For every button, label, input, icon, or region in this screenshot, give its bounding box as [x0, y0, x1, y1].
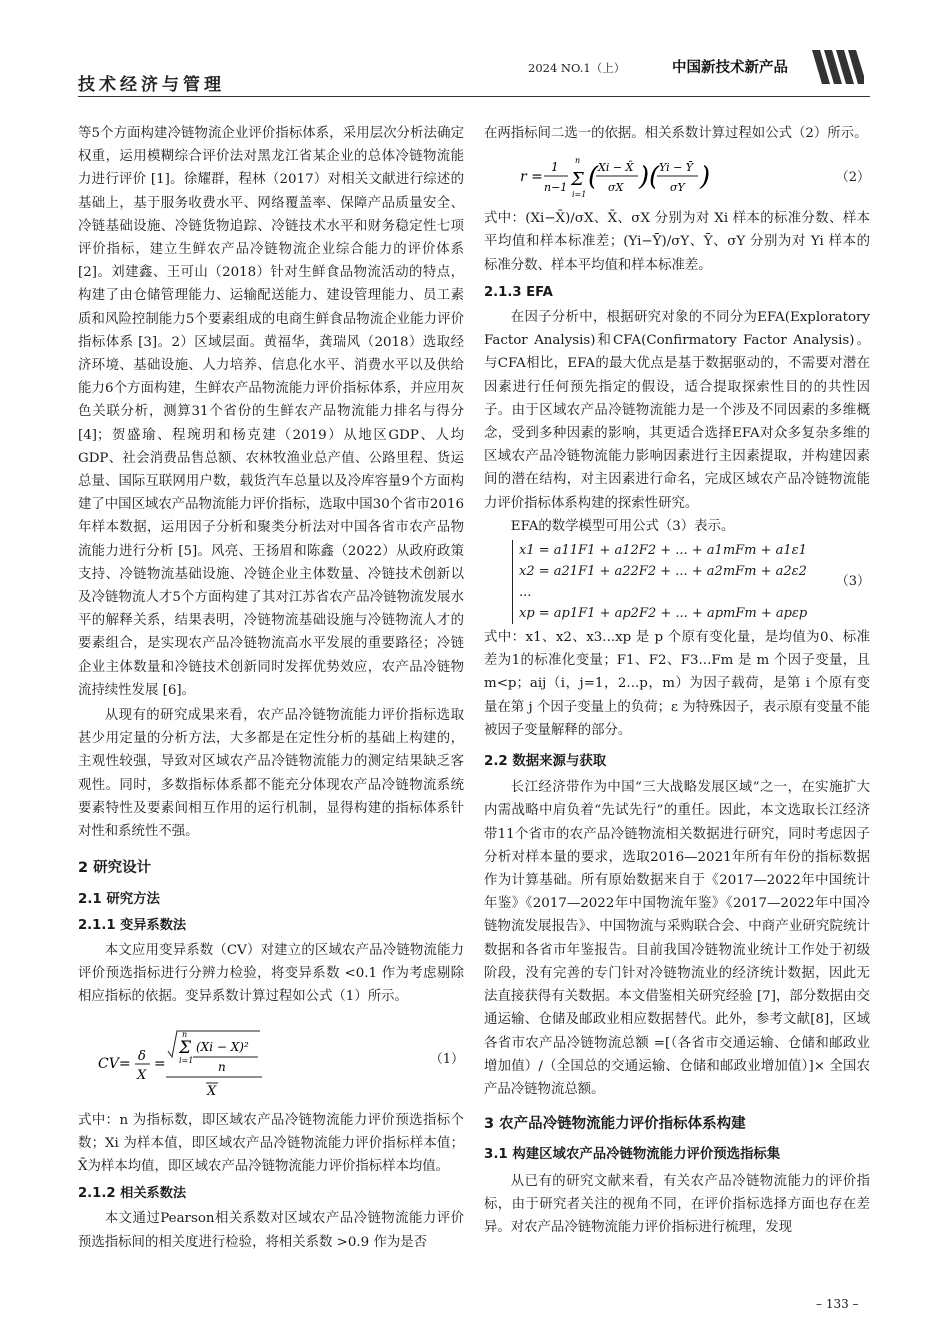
eq2-a-top: Xi − X̄	[598, 161, 634, 175]
paragraph: 从已有的研究文献来看，有关农产品冷链物流能力的评价指标，由于研究者关注的视角不同，在评价指标选择方面也存在差异。对农产品冷链物流能力评价指标进行梳理，发现	[484, 1173, 870, 1235]
paragraph: 本文应用变异系数（CV）对建立的区域农产品冷链物流能力评价预选指标进行分辨力检验，将变异系数 <0.1 作为考虑剔除相应指标的依据。变异系数计算过程如公式（1）所示。	[78, 942, 464, 1005]
eq1-sum-bot: i=1	[179, 1055, 194, 1065]
subsubsection-heading: 2.1.1 变异系数法	[78, 917, 187, 933]
eq1-term: (Xi − X)²	[196, 1039, 249, 1054]
paragraph: 式中：x1、x2、x3...xp 是 p 个原有变化量，是均值为0、标准差为1的标准化变量；F1、F2、F3...Fm 是 m 个因子变量，且 m<p；aij（i，j=1，2...p，m）为因子载荷，是第 i 个原有变量在第 j 个因子变量上的负荷；ε 为特殊因子，表示原有变量不能被因子变量解释的部分。	[484, 630, 870, 738]
svg-text:(: (	[649, 162, 660, 193]
eq2-lhs: r =	[520, 169, 543, 186]
eq1-eq: =	[154, 1055, 166, 1072]
equation-2	[484, 151, 870, 203]
eq2-b-bot: σY	[670, 181, 685, 195]
equation-1	[78, 1021, 464, 1099]
journal-stripes-logo-icon	[808, 50, 864, 90]
equation-3	[484, 540, 870, 624]
eq2-c-top: 1	[551, 160, 559, 175]
svg-text:): )	[700, 162, 711, 193]
eq1-frac-top: δ	[138, 1048, 146, 1064]
svg-text:(: (	[588, 162, 599, 193]
subsubsection-heading: 2.1.2 相关系数法	[78, 1186, 187, 1202]
eq3-line: xp = ap1F1 + ap2F2 + ... + apmFm + apεp	[519, 606, 808, 622]
paragraph: 式中：(Xi−X̄)/σX、X̄、σX 分别为对 Xi 样本的标准分数、样本平均值和样本标准差；(Yi−Ȳ)/σY、Ȳ、σY 分别为对 Yi 样本的标准分数、样本平均值和样本标准差。	[484, 211, 870, 273]
subsection-heading: 3.1 构建区域农产品冷链物流能力评价预选指标集	[484, 1147, 781, 1163]
subsubsection-heading: 2.1.3 EFA	[484, 284, 553, 300]
paragraph: 等5个方面构建冷链物流企业评价指标体系，采用层次分析法确定权重，运用模糊综合评价法对黑龙江省某企业的总体冷链物流能力进行评价 [1]。徐耀群，程林（2017）对相关文献进行综述的基础上，基于服务收费水平、网络覆盖率、保障产品质量安全、冷链基础设施、冷链货物追踪、冷链技术水平和财务稳定性七项评价指标，建立生鲜农产品冷链物流企业综合能力的评价体系 [2]。刘建鑫、王可山（2018）针对生鲜食品物流活动的特点，构建了由仓储管理能力、运输配送能力、建设管理能力、员工素质和风险控制能力5个要素组成的电商生鲜食品物流企业能力评价指标体系 [3]。2）区域层面。黄福华，龚瑞风（2018）选取经济环境、基础设施、人力培养、信息化水平、消费水平以及供给能力6个方面构建，生鲜农产品物流能力评价指标体系，并应用灰色关联分析，测算31个省份的生鲜农产品物流能力排名与得分 [4]；贺盛瑜、程琬玥和杨克建（2019）从地区GDP、人均GDP、社会消费品售总额、农林牧渔业总产值、公路里程、货运总量、国际互联网用户数，载货汽车总量以及冷库容量9个方面构建了中国区域农产品物流能力评价指标，选取中国30个省市2016年样本数据，运用因子分析和聚类分析法对中国各省市农产品物流能力进行分析 [5]。风亮、王扬眉和陈鑫（2022）从政府政策支持、冷链物流基础设施、冷链企业主体数量、冷链技术创新以及冷链物流人才5个方面构建了其对江苏省农产品冷链物流发展水平的解释关系，结果表明，冷链物流基础设施与冷链物流人才的要素组合，是实现农产品冷链物流高水平发展的重要路径；冷链企业主体数量和冷链技术创新同时发挥优势效应，农产品冷链物流持续性发展 [6]。	[78, 126, 464, 698]
eq2-a-bot: σX	[608, 181, 624, 195]
paragraph: EFA的数学模型可用公式（3）表示。	[510, 518, 735, 534]
paragraph: 式中：n 为指标数，即区域农产品冷链物流能力评价预选指标个数；Xi 为样本值，即区域农产品冷链物流能力评价指标样本值；X̄为样本均值，即区域农产品冷链物流能力评价指标样本均值。	[78, 1112, 464, 1174]
eq2-b-top: Yi − Ȳ	[659, 161, 694, 175]
paragraph: 在两指标间二选一的依据。相关系数计算过程如公式（2）所示。	[484, 126, 868, 141]
eq3-line: ...	[519, 585, 532, 601]
eq2-sum-top: n	[575, 156, 581, 166]
left-column	[78, 122, 464, 1254]
section-heading: 2 研究设计	[78, 860, 152, 877]
page-number: – 133 –	[816, 1297, 859, 1311]
svg-text:Σ: Σ	[179, 1037, 192, 1058]
header-section-title: 技术经济与管理	[78, 75, 225, 95]
paragraph: 本文通过Pearson相关系数对区域农产品冷链物流能力评价预选指标间的相关度进行检验，将相关系数 >0.9 作为是否	[78, 1211, 464, 1250]
header-rule	[78, 96, 870, 97]
eq1-over: n	[218, 1059, 226, 1074]
eq3-line: x2 = a21F1 + a22F2 + ... + a2mFm + a2ε2	[519, 564, 807, 580]
eq1-lhs: CV=	[98, 1055, 131, 1072]
svg-text:): )	[639, 162, 650, 193]
header-journal-name: 中国新技术新产品	[672, 60, 788, 76]
subsection-heading: 2.2 数据来源与获取	[484, 754, 607, 770]
section-heading: 3 农产品冷链物流能力评价指标体系构建	[484, 1116, 746, 1133]
svg-text:Σ: Σ	[571, 169, 584, 191]
paragraph: 从现有的研究成果来看，农产品冷链物流能力评价指标选取甚少用定量的分析方法，大多都是在定性分析的基础上构建的，主观性较强，导致对区域农产品冷链物流能力的测定结果缺乏客观性。同时，多数指标体系都不能充分体现农产品冷链物流系统要素特性及要素间相互作用的运行机制，显得构建的指标体系针对性和系统性不强。	[78, 708, 464, 840]
eq1-frac-bot: X	[137, 1067, 147, 1083]
header-issue: 2024 NO.1（上）	[528, 61, 626, 75]
eq3-line: x1 = a11F1 + a12F2 + ... + a1mFm + a1ε1	[519, 543, 807, 559]
equation-3-system	[512, 540, 807, 624]
eq2-sum-bot: i=1	[572, 190, 587, 200]
subsection-heading: 2.1 研究方法	[78, 891, 160, 907]
paragraph: 长江经济带作为中国“三大战略发展区域”之一，在实施扩大内需战略中肩负着“先试先行”的重任。因此，本文选取长江经济带11个省市的农产品冷链物流相关数据进行研究，同时考虑因子分析对样本量的要求，选取2016—2021年所有年份的指标数据作为计算基础。所有原始数据来自于《2017—2022年中国统计年鉴》《2017—2022年中国物流年鉴》《2017—2022年中国冷链物流发展报告》、中国物流与采购联合会、中商产业研究院统计数据和各省市年鉴报告。目前我国冷链物流业统计工作处于初级阶段，没有完善的专门针对冷链物流业的经济统计数据，因此无法直接获得有关数据。本文借鉴相关研究经验 [7]，部分数据由交通运输、仓储及邮政业相应数据替代。此外，参考文献[8]，区域各省市农产品冷链物流总额 =[（各省市交通运输、仓储和邮政业增加值）/（全国总的交通运输、仓储和邮政业增加值）]× 全国农产品冷链物流总额。	[484, 780, 870, 1097]
right-column	[484, 122, 870, 1239]
paragraph: 在因子分析中，根据研究对象的不同分为EFA(Exploratory Factor Analysis)和CFA(Confirmatory Factor Analysis)。与CFA相比，EFA的最大优点是基于数据驱动的，不需要对潜在因素进行任何预先指定的假设，适合提取探索性目的的共性因子。由于区域农产品冷链物流能力是一个涉及不同因素的多维概念，受到多种因素的影响，其更适合选择EFA对众多复杂多维的区域农产品冷链物流能力影响因素进行主因素提取，并构建因素间的潜在结构，对主因素进行命名，完成区域农产品冷链物流能力评价指标体系构建的探索性研究。	[484, 310, 870, 511]
equation-2-formula	[484, 151, 714, 203]
eq1-sum-top: n	[182, 1029, 188, 1039]
equation-2-number: （2）	[835, 169, 870, 185]
equation-1-formula	[78, 1021, 298, 1099]
equation-3-number: （3）	[835, 574, 870, 590]
eq1-denom: X	[207, 1083, 217, 1099]
eq2-c-bot: n−1	[544, 181, 568, 195]
equation-1-number: （1）	[429, 1051, 464, 1067]
